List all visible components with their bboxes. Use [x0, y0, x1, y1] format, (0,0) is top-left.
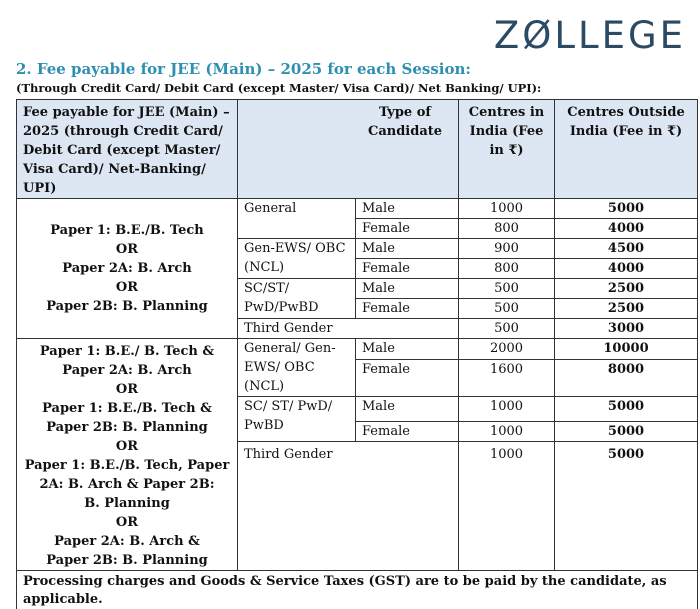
header-type-of-candidate: [238, 100, 459, 199]
gender-cell: Male: [356, 239, 459, 259]
india-fee-cell: 1000: [459, 199, 555, 219]
paper-line: Paper 1: B.E./B. Tech &: [23, 399, 231, 418]
gender-cell: Female: [356, 259, 459, 279]
gender-cell: Male: [356, 397, 459, 422]
header-centres-outside: Centres Outside India (Fee in ₹): [555, 100, 698, 199]
paper-line: OR: [23, 437, 231, 456]
table-header-row: [17, 100, 698, 199]
india-fee-cell: 800: [459, 219, 555, 239]
outside-fee-cell: 10000: [555, 339, 698, 360]
paper-line: OR: [23, 240, 231, 259]
header-type-label: Type of Candidate: [368, 105, 442, 139]
gender-cell: Female: [356, 299, 459, 319]
outside-fee-cell: 4000: [555, 219, 698, 239]
gender-cell: Female: [356, 219, 459, 239]
gender-cell: Male: [356, 339, 459, 360]
india-fee-cell: 500: [459, 279, 555, 299]
paper-group-2: [17, 339, 238, 571]
paper-line: 2A: B. Arch & Paper 2B:: [23, 475, 231, 494]
paper-line: Paper 2B: B. Planning: [23, 551, 231, 570]
india-fee-cell: 800: [459, 259, 555, 279]
india-fee-cell: 1000: [459, 442, 555, 571]
outside-fee-cell: 5000: [555, 442, 698, 571]
table-row: [17, 199, 698, 219]
paper-line: Paper 1: B.E./B. Tech: [23, 221, 231, 240]
paper-line: OR: [23, 380, 231, 399]
category-cell: Third Gender: [238, 319, 459, 339]
header-centres-india: Centres in India (Fee in ₹): [459, 100, 555, 199]
gender-cell: Female: [356, 422, 459, 442]
category-cell: General/ Gen-EWS/ OBC (NCL): [238, 339, 356, 397]
gender-cell: Female: [356, 360, 459, 397]
category-cell: Gen-EWS/ OBC (NCL): [238, 239, 356, 279]
gender-cell: Male: [356, 199, 459, 219]
paper-line: OR: [23, 278, 231, 297]
fee-table-container: [16, 99, 697, 609]
india-fee-cell: 500: [459, 299, 555, 319]
paper-line: Paper 1: B.E./B. Tech, Paper: [23, 456, 231, 475]
paper-line: Paper 2A: B. Arch: [23, 361, 231, 380]
outside-fee-cell: 2500: [555, 299, 698, 319]
paper-line: Paper 2B: B. Planning: [23, 297, 231, 316]
india-fee-cell: 1000: [459, 422, 555, 442]
category-cell: SC/ ST/ PwD/ PwBD: [238, 397, 356, 442]
outside-fee-cell: 3000: [555, 319, 698, 339]
india-fee-cell: 1600: [459, 360, 555, 397]
paper-line: B. Planning: [23, 494, 231, 513]
fee-table: [16, 99, 698, 609]
zollege-logo: ZØLLEGE: [494, 14, 686, 57]
india-fee-cell: 500: [459, 319, 555, 339]
section-subtitle: (Through Credit Card/ Debit Card (except Master/ Visa Card)/ Net Banking/ UPI):: [16, 81, 541, 95]
category-cell: General: [238, 199, 356, 239]
india-fee-cell: 2000: [459, 339, 555, 360]
paper-line: Paper 2A: B. Arch &: [23, 532, 231, 551]
table-row: [17, 339, 698, 360]
paper-line: OR: [23, 513, 231, 532]
category-cell: Third Gender: [238, 442, 459, 571]
india-fee-cell: 900: [459, 239, 555, 259]
paper-line: Paper 2B: B. Planning: [23, 418, 231, 437]
category-cell: SC/ST/ PwD/PwBD: [238, 279, 356, 319]
india-fee-cell: 1000: [459, 397, 555, 422]
header-fee-payable: Fee payable for JEE (Main) – 2025 (through Credit Card/ Debit Card (except Master/ Visa Card)/ Net-Banking/ UPI): [17, 100, 238, 199]
outside-fee-cell: 5000: [555, 422, 698, 442]
paper-line: Paper 2A: B. Arch: [23, 259, 231, 278]
outside-fee-cell: 8000: [555, 360, 698, 397]
outside-fee-cell: 2500: [555, 279, 698, 299]
section-title: 2. Fee payable for JEE (Main) – 2025 for each Session:: [16, 60, 471, 78]
outside-fee-cell: 5000: [555, 397, 698, 422]
table-footer-row: [17, 571, 698, 609]
paper-group-1: [17, 199, 238, 339]
outside-fee-cell: 5000: [555, 199, 698, 219]
outside-fee-cell: 4000: [555, 259, 698, 279]
paper-line: Paper 1: B.E./ B. Tech &: [23, 342, 231, 361]
gst-note: Processing charges and Goods & Service Taxes (GST) are to be paid by the candidate, as applicable.: [17, 571, 698, 609]
outside-fee-cell: 4500: [555, 239, 698, 259]
gender-cell: Male: [356, 279, 459, 299]
